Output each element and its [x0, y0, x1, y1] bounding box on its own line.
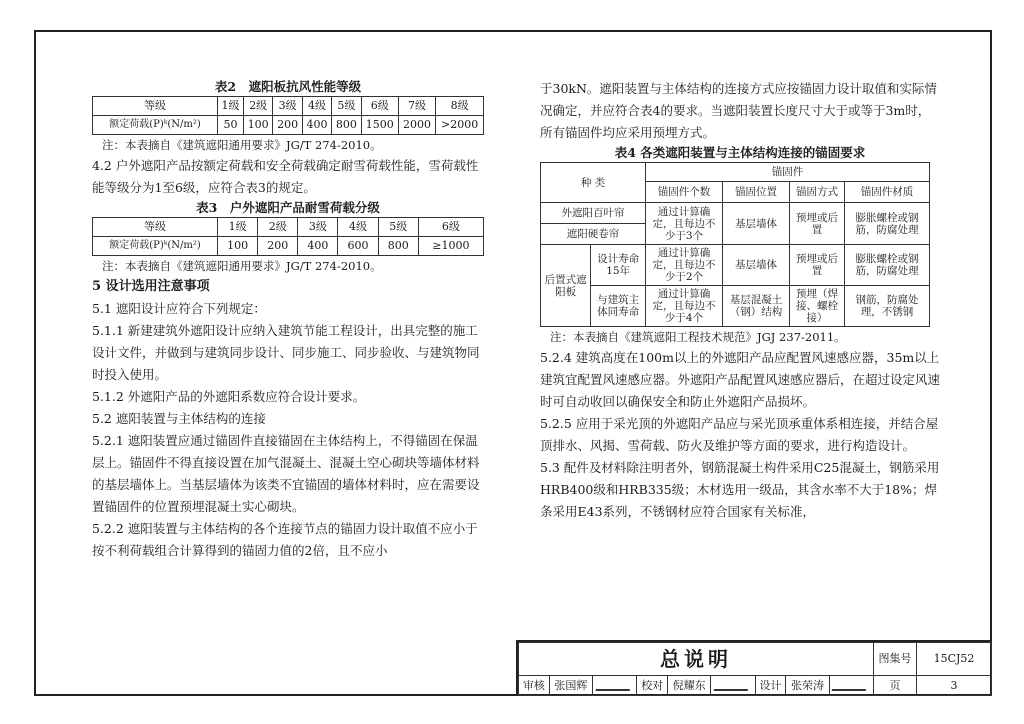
- table4-caption: 表4 各类遮阳装置与主体结构连接的锚固要求: [614, 145, 866, 160]
- para-5-2-5: 5.2.5 应用于采光顶的外遮阳产品应与采光顶承重体系相连接，并结合屋顶排水、风揭、雪荷载、防火及维护等方面的要求，进行构造设计。: [540, 416, 939, 453]
- table4-cell: 通过计算确定，且每边不少于2个: [646, 245, 723, 286]
- table4-cell: 锚固件材质: [845, 182, 930, 203]
- table4-row: [541, 163, 930, 182]
- para-5-2-1: 5.2.1 遮阳装置应通过锚固件直接锚固在主体结构上，不得锚固在保温层上。锚固件不得直接设置在加气混凝土、混凝土空心砌块等墙体材料的基层墙体上。当基层墙体为该类不宜锚固的墙体材料时，应在需要设置锚固件的位置预埋混凝土实心砌块。: [92, 433, 480, 514]
- table2-cell: 1500: [361, 116, 398, 135]
- title-block-row: [519, 676, 992, 696]
- table3-cell: 6级: [418, 218, 483, 237]
- table2-cell: 400: [302, 116, 331, 135]
- table3-cell: 额定荷载(P)ᵏ(N/m²): [93, 237, 218, 256]
- right-column: [540, 78, 940, 523]
- table4-row: [541, 203, 930, 224]
- table4-cell: 预埋或后置: [790, 245, 845, 286]
- table4-cell: 预埋（焊接、螺栓接）: [790, 286, 845, 327]
- para-5-1: 5.1 遮阳设计应符合下列规定：: [92, 301, 266, 316]
- table4-cell: 钢筋，防腐处理，不锈钢: [845, 286, 930, 327]
- table2-cell: 1级: [218, 97, 244, 116]
- table3-cell: 1级: [218, 218, 258, 237]
- table2-cell: 8级: [436, 97, 484, 116]
- drawing-title: 总说明: [519, 643, 874, 676]
- table3-cell: 5级: [378, 218, 418, 237]
- table2-cell: 3级: [273, 97, 302, 116]
- table4-cell: 预埋或后置: [790, 203, 845, 245]
- table2-cell: >2000: [436, 116, 484, 135]
- table4-cell: 设计寿命15年: [591, 245, 646, 286]
- table4-row: [541, 245, 930, 286]
- table2-cell: 50: [218, 116, 244, 135]
- table3-cell: 200: [258, 237, 298, 256]
- signature-mark: [832, 677, 871, 691]
- atlas-label: 图集号: [874, 643, 917, 676]
- table4-cell: 通过计算确定，且每边不少于4个: [646, 286, 723, 327]
- reviewer-signature: [592, 676, 636, 696]
- table4-cell: 锚固位置: [723, 182, 790, 203]
- table3: [92, 217, 484, 256]
- table3-caption: 表3 户外遮阳产品耐雪荷载分级: [196, 200, 380, 215]
- table4-cell: 遮阳硬卷帘: [541, 224, 646, 245]
- table2-cell: 5级: [332, 97, 361, 116]
- para-5-2-2: 5.2.2 遮阳装置与主体结构的各个连接节点的锚固力设计取值不应小于按不利荷载组合计算得到的锚固力值的2倍，且不应小: [92, 521, 478, 558]
- title-block: [516, 640, 992, 696]
- table4-cell: 锚固件个数: [646, 182, 723, 203]
- table3-header-row: [93, 218, 484, 237]
- table3-cell: 100: [218, 237, 258, 256]
- table2-cell: 2000: [398, 116, 435, 135]
- checker-name: 倪耀东: [668, 676, 711, 696]
- page-label: 页: [874, 676, 917, 696]
- table4-cell: 锚固件: [646, 163, 930, 182]
- para-4-2: 4.2 户外遮阳产品按额定荷载和安全荷载确定耐雪荷载性能，雪荷载性能等级分为1至6级，应符合表3的规定。: [92, 158, 479, 195]
- table2-cell: 6级: [361, 97, 398, 116]
- signature-mark: [713, 677, 752, 691]
- table3-cell: 3级: [298, 218, 338, 237]
- table2-note: 注：本表摘自《建筑遮阳通用要求》JG/T 274-2010。: [102, 138, 382, 152]
- table4-cell: 外遮阳百叶帘: [541, 203, 646, 224]
- table2-data-row: [93, 116, 484, 135]
- table3-cell: 等级: [93, 218, 218, 237]
- para-5-2: 5.2 遮阳装置与主体结构的连接: [92, 411, 266, 426]
- section-5-heading: 5 设计选用注意事项: [92, 279, 210, 294]
- table3-cell: 800: [378, 237, 418, 256]
- table4-cell: 种 类: [541, 163, 646, 203]
- table4-cell: 基层墙体: [723, 203, 790, 245]
- review-label: 审核: [519, 676, 550, 696]
- table2-cell: 100: [244, 116, 273, 135]
- page-number: 3: [917, 676, 992, 696]
- table4-note: 注：本表摘自《建筑遮阳工程技术规范》JGJ 237-2011。: [550, 330, 846, 344]
- table2-cell: 800: [332, 116, 361, 135]
- table3-data-row: [93, 237, 484, 256]
- table2-cell: 2级: [244, 97, 273, 116]
- table4-cell: 后置式遮阳板: [541, 245, 591, 327]
- table4-cell: 锚固方式: [790, 182, 845, 203]
- table2-header-row: [93, 97, 484, 116]
- table3-note: 注：本表摘自《建筑遮阳通用要求》JG/T 274-2010。: [102, 259, 382, 273]
- title-block-table: [518, 642, 992, 696]
- table2-cell: 4级: [302, 97, 331, 116]
- table3-cell: 4级: [338, 218, 378, 237]
- table3-cell: 400: [298, 237, 338, 256]
- table2: [92, 96, 484, 135]
- table4-cell: 与建筑主体同寿命: [591, 286, 646, 327]
- table2-cell: 200: [273, 116, 302, 135]
- checker-signature: [711, 676, 755, 696]
- para-continued: 于30kN。遮阳装置与主体结构的连接方式应按锚固力设计取值和实际情况确定，并应符合表4的要求。当遮阳装置长度尺寸大于或等于3m时，所有锚固件均应采用预埋方式。: [540, 81, 937, 140]
- designer-signature: [829, 676, 873, 696]
- para-5-2-4: 5.2.4 建筑高度在100m以上的外遮阳产品应配置风速感应器，35m以上建筑宜配置风速感应器。外遮阳产品配置风速感应器后，在超过设定风速时可自动收回以确保安全和防止外遮阳产品损坏。: [540, 350, 941, 409]
- table2-cell: 额定荷载(P)ᵏ(N/m²): [93, 116, 218, 135]
- para-5-3: 5.3 配件及材料除注明者外，钢筋混凝土构件采用C25混凝土，钢筋采用HRB400级和HRB335级；木材选用一级品，其含水率不大于18%；焊条采用E43系列，不锈钢材应符合国家有关标准，: [540, 460, 940, 519]
- table4-row: [541, 286, 930, 327]
- table4-cell: 通过计算确定，且每边不少于3个: [646, 203, 723, 245]
- para-5-1-1: 5.1.1 新建建筑外遮阳设计应纳入建筑节能工程设计，出具完整的施工设计文件，并做到与建筑同步设计、同步施工、同步验收、与建筑物同时投入使用。: [92, 323, 480, 382]
- design-label: 设计: [755, 676, 786, 696]
- para-5-1-2: 5.1.2 外遮阳产品的外遮阳系数应符合设计要求。: [92, 389, 366, 404]
- table4-cell: 基层混凝土（钢）结构: [723, 286, 790, 327]
- table2-cell: 7级: [398, 97, 435, 116]
- table2-cell: 等级: [93, 97, 218, 116]
- signature-mark: [595, 677, 634, 691]
- table3-cell: 2级: [258, 218, 298, 237]
- table3-cell: ≥1000: [418, 237, 483, 256]
- designer-name: 张荣涛: [786, 676, 829, 696]
- left-column: [92, 78, 484, 562]
- title-block-row: [519, 643, 992, 676]
- table4: [540, 162, 930, 327]
- reviewer-name: 张国辉: [549, 676, 592, 696]
- table3-cell: 600: [338, 237, 378, 256]
- atlas-number: 15CJ52: [917, 643, 992, 676]
- table4-cell: 基层墙体: [723, 245, 790, 286]
- check-label: 校对: [637, 676, 668, 696]
- table4-cell: 膨胀螺栓或钢筋，防腐处理: [845, 203, 930, 245]
- table4-cell: 膨胀螺栓或钢筋，防腐处理: [845, 245, 930, 286]
- table2-caption: 表2 遮阳板抗风性能等级: [214, 79, 362, 94]
